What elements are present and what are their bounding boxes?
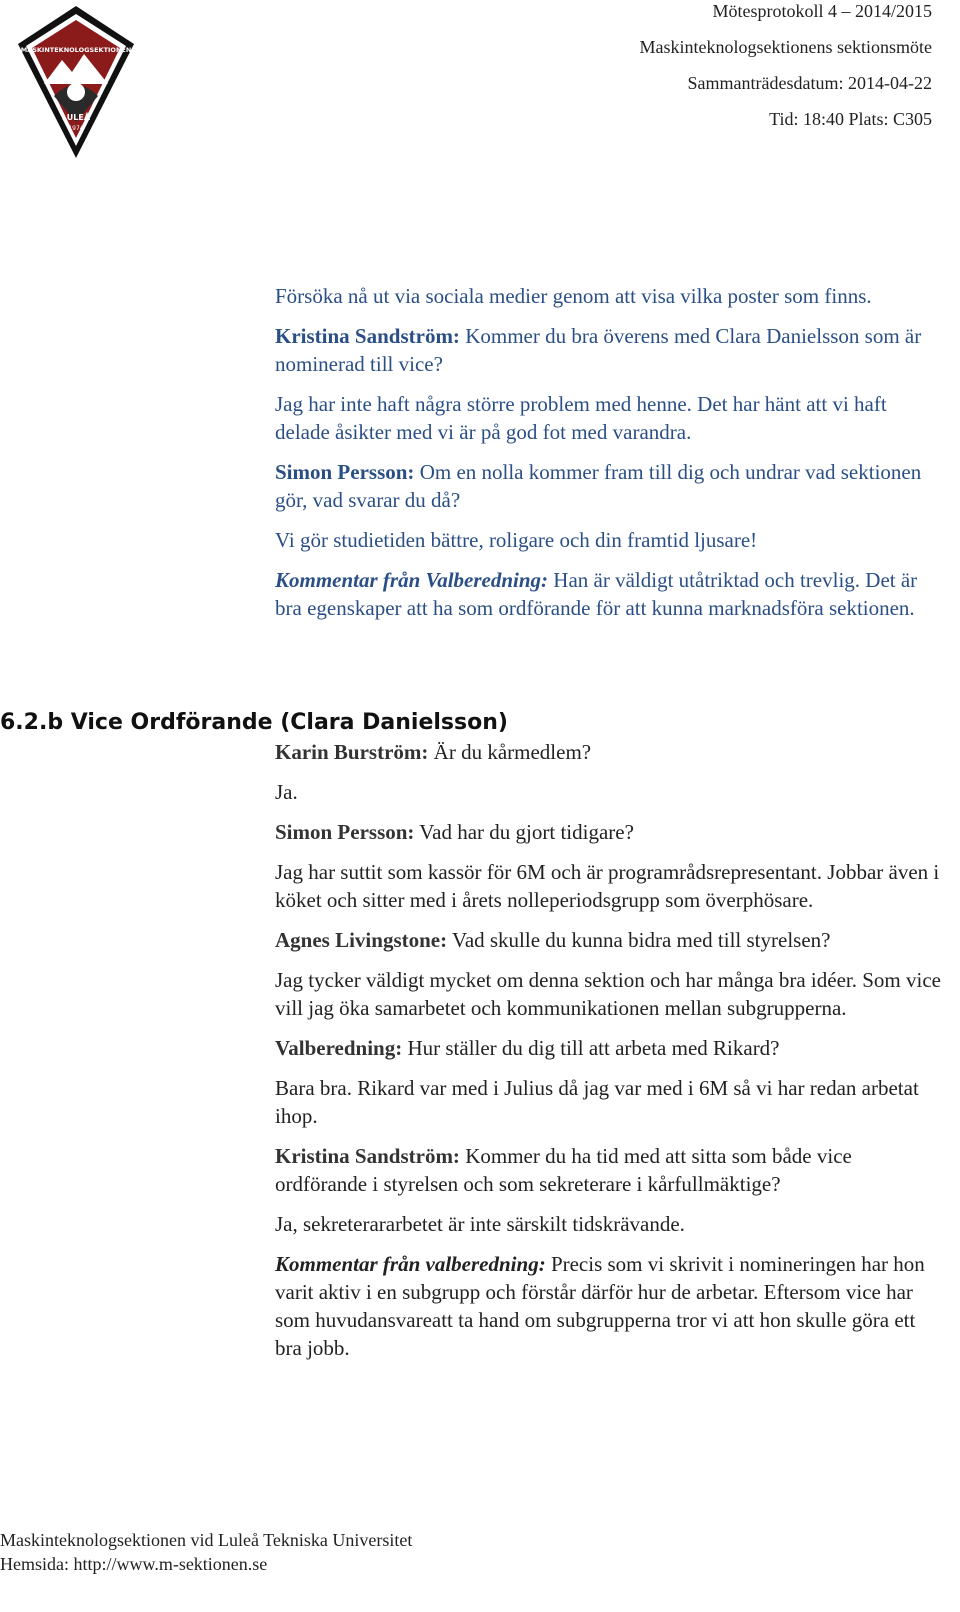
answer-text: Jag har inte haft några större problem med henne. Det har hänt att vi haft delade åsikter med vi är på god fot med varandra. [275, 392, 887, 444]
footer-organization: Maskinteknologsektionen vid Luleå Tekniska Universitet [0, 1530, 413, 1550]
question-text: Hur ställer du dig till att arbeta med Rikard? [402, 1036, 780, 1060]
question [275, 1034, 945, 1062]
question-text: Vad har du gjort tidigare? [414, 820, 634, 844]
candidate-qa-block-2 [275, 738, 945, 1362]
speaker-name: Karin Burström: [275, 740, 429, 764]
question [275, 738, 945, 766]
speaker-name: Kristina Sandström: [275, 1144, 460, 1168]
header-protocol: Mötesprotokoll 4 – 2014/2015 [712, 1, 932, 21]
question-text: Kommer du ha tid med att sitta som både vice ordförande i styrelsen och som sekreterare i kårfullmäktige? [275, 1144, 852, 1196]
answer-text: Jag tycker väldigt mycket om denna sektion och har många bra idéer. Som vice vill jag öka samarbetet och kommunikationen mellan subgrupperna. [275, 968, 941, 1020]
question [275, 322, 945, 378]
header-meeting: Maskinteknologsektionens sektionsmöte [639, 37, 932, 57]
answer-text: Jag har suttit som kassör för 6M och är programrådsrepresentant. Jobbar även i köket och sitter med i årets nolleperiodsgrupp som överphösare. [275, 860, 940, 912]
question [275, 926, 945, 954]
section-heading: 6.2.b Vice Ordförande (Clara Danielsson) [0, 710, 508, 735]
header-date: Sammanträdesdatum: 2014-04-22 [687, 73, 932, 93]
question-text: Vad skulle du kunna bidra med till styrelsen? [447, 928, 831, 952]
speaker-name: Agnes Livingstone: [275, 928, 448, 952]
comment-label: Kommentar från valberedning: [275, 1252, 546, 1276]
answer-text: Försöka nå ut via sociala medier genom att visa vilka poster som finns. [275, 284, 872, 308]
question [275, 458, 945, 514]
comment-label: Kommentar från Valberedning: [275, 568, 549, 592]
question-text: Kommer du bra överens med Clara Danielsson som är nominerad till vice? [275, 324, 922, 376]
document-footer [0, 1528, 412, 1576]
speaker-name: Simon Persson: [275, 820, 415, 844]
footer-website: Hemsida: http://www.m-sektionen.se [0, 1554, 268, 1574]
candidate-qa-block-1 [275, 282, 945, 622]
section-logo [14, 4, 138, 162]
svg-text:LULEÅ: LULEÅ [61, 113, 91, 122]
svg-text:MASKINTEKNOLOGSEKTIONEN: MASKINTEKNOLOGSEKTIONEN [20, 46, 132, 54]
committee-comment [275, 566, 945, 622]
svg-text:1974: 1974 [68, 125, 84, 132]
speaker-name: Valberedning: [275, 1036, 403, 1060]
answer-text: Bara bra. Rikard var med i Julius då jag var med i 6M så vi har redan arbetat ihop. [275, 1076, 919, 1128]
speaker-name: Kristina Sandström: [275, 324, 460, 348]
comment-text: Han är väldigt utåtriktad och trevlig. Det är bra egenskaper att ha som ordförande för att kunna marknadsföra sektionen. [275, 568, 918, 620]
question-text: Är du kårmedlem? [428, 740, 592, 764]
answer-text: Vi gör studietiden bättre, roligare och din framtid ljusare! [275, 528, 758, 552]
header-time-place: Tid: 18:40 Plats: C305 [769, 109, 932, 129]
question [275, 1142, 945, 1198]
answer-text: Ja. [275, 780, 298, 804]
question-text: Om en nolla kommer fram till dig och undrar vad sektionen gör, vad svarar du då? [275, 460, 922, 512]
document-header [640, 0, 932, 144]
speaker-name: Simon Persson: [275, 460, 415, 484]
question [275, 818, 945, 846]
comment-text: Precis som vi skrivit i nomineringen har hon varit aktiv i en subgrupp och förstår därför hur de arbetar. Eftersom vice har som huvudansvareatt ta hand om subgrupperna tror vi att hon skulle göra ett bra jobb. [275, 1252, 925, 1360]
answer-text: Ja, sekreterararbetet är inte särskilt tidskrävande. [275, 1212, 685, 1236]
committee-comment [275, 1250, 945, 1362]
